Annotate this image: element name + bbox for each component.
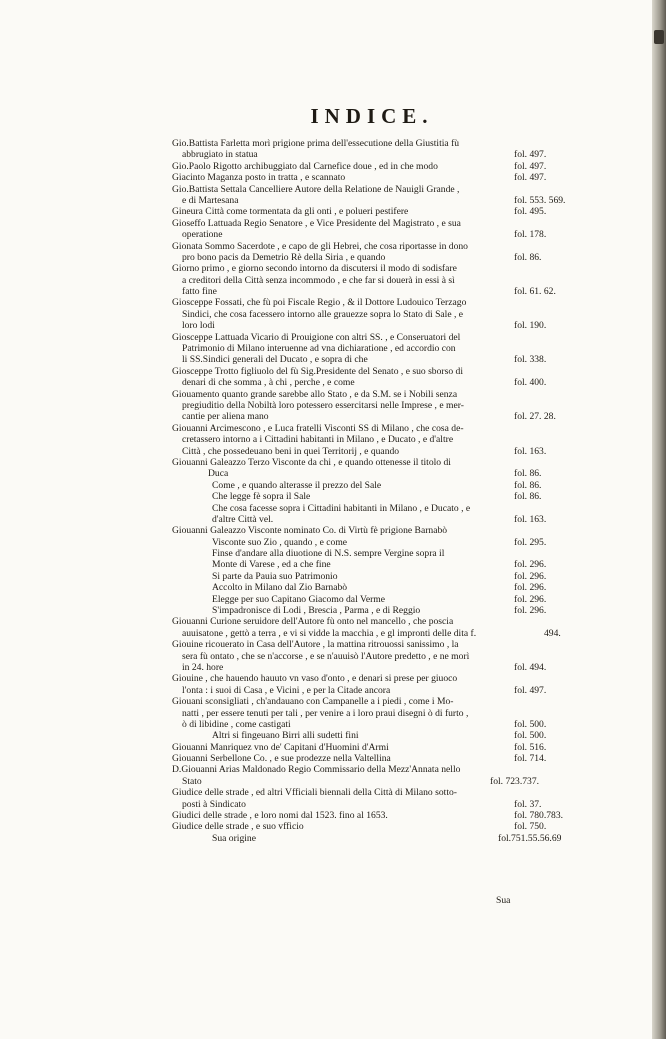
entry-line: ò di libidine , come castigati fol. 500. <box>182 718 547 730</box>
folio-ref: fol. 495. <box>514 206 547 218</box>
entry-line: abbrugiato in statua fol. 497. <box>182 149 547 161</box>
entry-line: e di Martesana fol. 553. 569. <box>182 194 566 206</box>
entry-line: Giouanni Arcimescono , e Luca fratelli Visconti SS di Milano , che cosa de- <box>172 422 464 434</box>
entry-line: Giouanni Curione seruidore dell'Autore fù onto nel mancello , che poscia <box>172 616 454 628</box>
entry-line: denari di che somma , à chi , perche , e come fol. 400. <box>182 377 547 389</box>
entry-line: Giouine ricouerato in Casa dell'Autore , la mattina ritrouossi sanissimo , la <box>172 639 459 651</box>
catchword: Sua <box>496 895 511 906</box>
folio-ref: fol. 163. <box>514 513 547 525</box>
index-subentry <box>172 594 572 605</box>
entry-line: d'altre Città vel. fol. 163. <box>212 513 547 525</box>
folio-ref: fol. 338. <box>514 354 547 366</box>
index-entries <box>172 138 572 844</box>
index-subentry <box>172 571 572 582</box>
entry-line: Che legge fè sopra il Sale fol. 86. <box>212 491 542 503</box>
entry-line: Che cosa facesse sopra i Cittadini habitanti in Milano , e Ducato , e <box>212 502 471 514</box>
entry-line: Giouanni Serbellone Co. , e sue prodezze nella Valtellina fol. 714. <box>172 753 547 765</box>
entry-line: Visconte suo Zio , quando , e come fol. 295. <box>212 536 547 548</box>
entry-line: Giouanni Manriquez vno de' Capitani d'Huomini d'Armi fol. 516. <box>172 741 547 753</box>
index-entry <box>172 366 572 389</box>
entry-line: Giosceppe Fossati, che fù poi Fiscale Regio , & il Dottore Ludouico Terzago <box>172 297 467 309</box>
folio-ref: fol. 497. <box>514 172 547 184</box>
entry-line: Città , che possedeuano beni in quei Territorij , e quando fol. 163. <box>182 445 547 457</box>
entry-line: Duca fol. 86. <box>208 468 542 480</box>
entry-line: natti , per essere tenuti per tali , per venire a i loro praui disegni ò di furto , <box>182 707 469 719</box>
index-subentry <box>172 548 572 571</box>
folio-ref: fol. 750. <box>514 821 547 833</box>
index-entry <box>172 218 572 241</box>
folio-ref: fol. 780.783. <box>514 810 564 822</box>
entry-line: Elegge per suo Capitano Giacomo dal Verme fol. 296. <box>212 593 547 605</box>
folio-ref: fol. 61. 62. <box>514 286 556 298</box>
folio-ref: fol. 86. <box>514 251 542 263</box>
entry-line: Patrimonio di Milano interuenne ad vna dichiaratione , ed accordio con <box>182 343 456 355</box>
index-subentry <box>172 582 572 593</box>
entry-line: Giosceppe Lattuada Vicario di Prouigione con altri SS. , e Conseruatori del <box>172 331 461 343</box>
entry-line: cantie per aliena mano fol. 27. 28. <box>182 411 556 423</box>
entry-line: Giouamento quanto grande sarebbe allo Stato , e da S.M. se i Nobili senza <box>172 388 458 400</box>
index-entry <box>172 787 572 810</box>
index-subentry <box>172 480 572 491</box>
index-entry <box>172 525 572 548</box>
index-entry <box>172 332 572 366</box>
entry-line: Giouanni Galeazzo Terzo Visconte da chi , e quando ottenesse il titolo di <box>172 456 451 468</box>
index-entry <box>172 161 572 172</box>
entry-line: pro bono pacis da Demetrio Rè della Siria , e quando fol. 86. <box>182 251 542 263</box>
entry-line: Si parte da Pauia suo Patrimonio fol. 296. <box>212 570 547 582</box>
entry-line: Giudici delle strade , e loro nomi dal 1523. fino al 1653. fol. 780.783. <box>172 810 564 822</box>
entry-line: cretassero intorno a i Cittadini habitanti in Milano , e Ducato , e d'altre <box>182 434 454 446</box>
index-subentry <box>172 833 572 844</box>
page-heading: INDICE. <box>310 104 434 128</box>
entry-line: Giosceppe Trotto figliuolo del fù Sig.Presidente del Senato , e suo sborso di <box>172 365 463 377</box>
folio-ref: fol. 86. <box>514 479 542 491</box>
index-entry <box>172 423 572 457</box>
entry-line: S'impadronisce di Lodi , Brescia , Parma , e di Reggio fol. 296. <box>212 605 547 617</box>
entry-line: Giudice delle strade , e suo vfficio fol. 750. <box>172 821 547 833</box>
folio-ref: 494. <box>544 627 561 639</box>
index-subentry <box>172 491 572 502</box>
entry-line: Gio.Battista Settala Cancelliere Autore della Relatione de Nauigli Grande , <box>172 183 460 195</box>
folio-ref: fol. 296. <box>514 559 547 571</box>
entry-line: Finse d'andare alla diuotione di N.S. sempre Vergine sopra il <box>212 548 445 560</box>
index-entry <box>172 673 572 696</box>
folio-ref: fol. 296. <box>514 605 547 617</box>
entry-line: Giouanni Galeazzo Visconte nominato Co. di Virtù fè prigione Barnabò <box>172 525 448 537</box>
entry-line: Monte di Varese , ed a che fine fol. 296. <box>212 559 547 571</box>
folio-ref: fol. 37. <box>514 798 542 810</box>
entry-line: in 24. hore fol. 494. <box>182 661 547 673</box>
index-entry <box>172 457 572 480</box>
folio-ref: fol. 723.737. <box>490 775 540 787</box>
folio-ref: fol. 296. <box>514 570 547 582</box>
folio-ref: fol. 400. <box>514 377 547 389</box>
index-entry <box>172 389 572 423</box>
folio-ref: fol. 714. <box>514 753 547 765</box>
index-subentry <box>172 605 572 616</box>
entry-line: Gio.Battista Farletta morì prigione prima dell'essecutione della Giustitia fù <box>172 138 460 149</box>
index-entry <box>172 172 572 183</box>
index-subentry <box>172 730 572 741</box>
folio-ref: fol. 516. <box>514 741 547 753</box>
entry-line: li SS.Sindici generali del Ducato , e sopra di che fol. 338. <box>182 354 547 366</box>
index-entry <box>172 241 572 264</box>
folio-ref: fol. 494. <box>514 661 547 673</box>
spine-notch <box>654 30 664 44</box>
index-entry <box>172 639 572 673</box>
entry-line: Giudice delle strade , ed altri Vfficiali biennali della Città di Milano sotto- <box>172 787 457 799</box>
folio-ref: fol. 190. <box>514 320 547 332</box>
entry-line: Sua origine fol.751.55.56.69 <box>212 832 562 844</box>
folio-ref: fol. 27. 28. <box>514 411 556 423</box>
folio-ref: fol. 500. <box>514 718 547 730</box>
entry-line: fatto fine fol. 61. 62. <box>182 286 556 298</box>
index-entry <box>172 821 572 832</box>
index-entry <box>172 184 572 207</box>
entry-line: Altri si fingeuano Birri alli sudetti fini fol. 500. <box>212 730 547 742</box>
entry-line: l'onta : i suoi di Casa , e Vicini , e per la Citade ancora fol. 497. <box>182 684 547 696</box>
folio-ref: fol. 178. <box>514 229 547 241</box>
entry-line: auuisatone , gettò a terra , e vi si vidde la macchia , e gl impronti delle dita f. 494. <box>182 627 561 639</box>
entry-line: Gio.Paolo Rigotto archibuggiato dal Carnefice doue , ed in che modo fol. 497. <box>172 160 547 172</box>
folio-ref: fol. 86. <box>514 468 542 480</box>
folio-ref: fol. 86. <box>514 491 542 503</box>
folio-ref: fol. 296. <box>514 593 547 605</box>
index-entry <box>172 696 572 730</box>
entry-line: Gioseffo Lattuada Regio Senatore , e Vice Presidente del Magistrato , e sua <box>172 217 461 229</box>
folio-ref: fol. 553. 569. <box>514 194 566 206</box>
entry-line: Giorno primo , e giorno secondo intorno da discutersi il modo di sodisfare <box>172 263 457 275</box>
entry-line: loro lodi fol. 190. <box>182 320 547 332</box>
entry-line: Giouine , che hauendo hauuto vn vaso d'onto , e denari si prese per giuoco <box>172 673 458 685</box>
index-entry <box>172 138 572 161</box>
index-entry <box>172 742 572 753</box>
book-spine <box>652 0 666 1039</box>
index-entry <box>172 297 572 331</box>
folio-ref: fol. 295. <box>514 536 547 548</box>
index-entry <box>172 810 572 821</box>
entry-line: Giacinto Maganza posto in tratta , e scannato fol. 497. <box>172 172 547 184</box>
index-entry <box>172 206 572 217</box>
entry-line: pregiuditio della Nobiltà loro potessero essercitarsi nelle Imprese , e mer- <box>182 399 464 411</box>
folio-ref: fol. 497. <box>514 160 547 172</box>
index-entry <box>172 753 572 764</box>
entry-line: D.Giouanni Arias Maldonado Regio Commissario della Mezz'Annata nello <box>172 764 461 776</box>
entry-line: a creditori della Città senza incommodo , e che far si douerà in essi à sì <box>182 274 455 286</box>
index-entry <box>172 764 572 787</box>
entry-line: sera fù ontato , che se n'accorse , e se n'auuisò l'Autore predetto , e ne morì <box>182 650 470 662</box>
index-entry <box>172 263 572 297</box>
entry-line: Come , e quando alterasse il prezzo del Sale fol. 86. <box>212 479 542 491</box>
entry-line: Gineura Città come tormentata da gli onti , e polueri pestifere fol. 495. <box>172 206 547 218</box>
folio-ref: fol. 163. <box>514 445 547 457</box>
entry-line: Stato fol. 723.737. <box>182 775 540 787</box>
index-subentry <box>172 503 572 526</box>
entry-line: Giouani sconsigliati , ch'andauano con Campanelle a i piedi , come i Mo- <box>172 696 454 708</box>
entry-line: Accolto in Milano dal Zio Barnabò fol. 296. <box>212 582 547 594</box>
folio-ref: fol. 500. <box>514 730 547 742</box>
folio-ref: fol. 497. <box>514 684 547 696</box>
index-entry <box>172 616 572 639</box>
folio-ref: fol. 296. <box>514 582 547 594</box>
entry-line: Sindici, che cosa facessero intorno alle grauezze sopra lo Stato di Sale , e <box>182 308 464 320</box>
entry-line: operatione fol. 178. <box>182 229 547 241</box>
folio-ref: fol.751.55.56.69 <box>498 832 562 844</box>
folio-ref: fol. 497. <box>514 149 547 161</box>
entry-line: Gionata Sommo Sacerdote , e capo de gli Hebrei, che cosa riportasse in dono <box>172 240 468 252</box>
entry-line: posti à Sindicato fol. 37. <box>182 798 542 810</box>
